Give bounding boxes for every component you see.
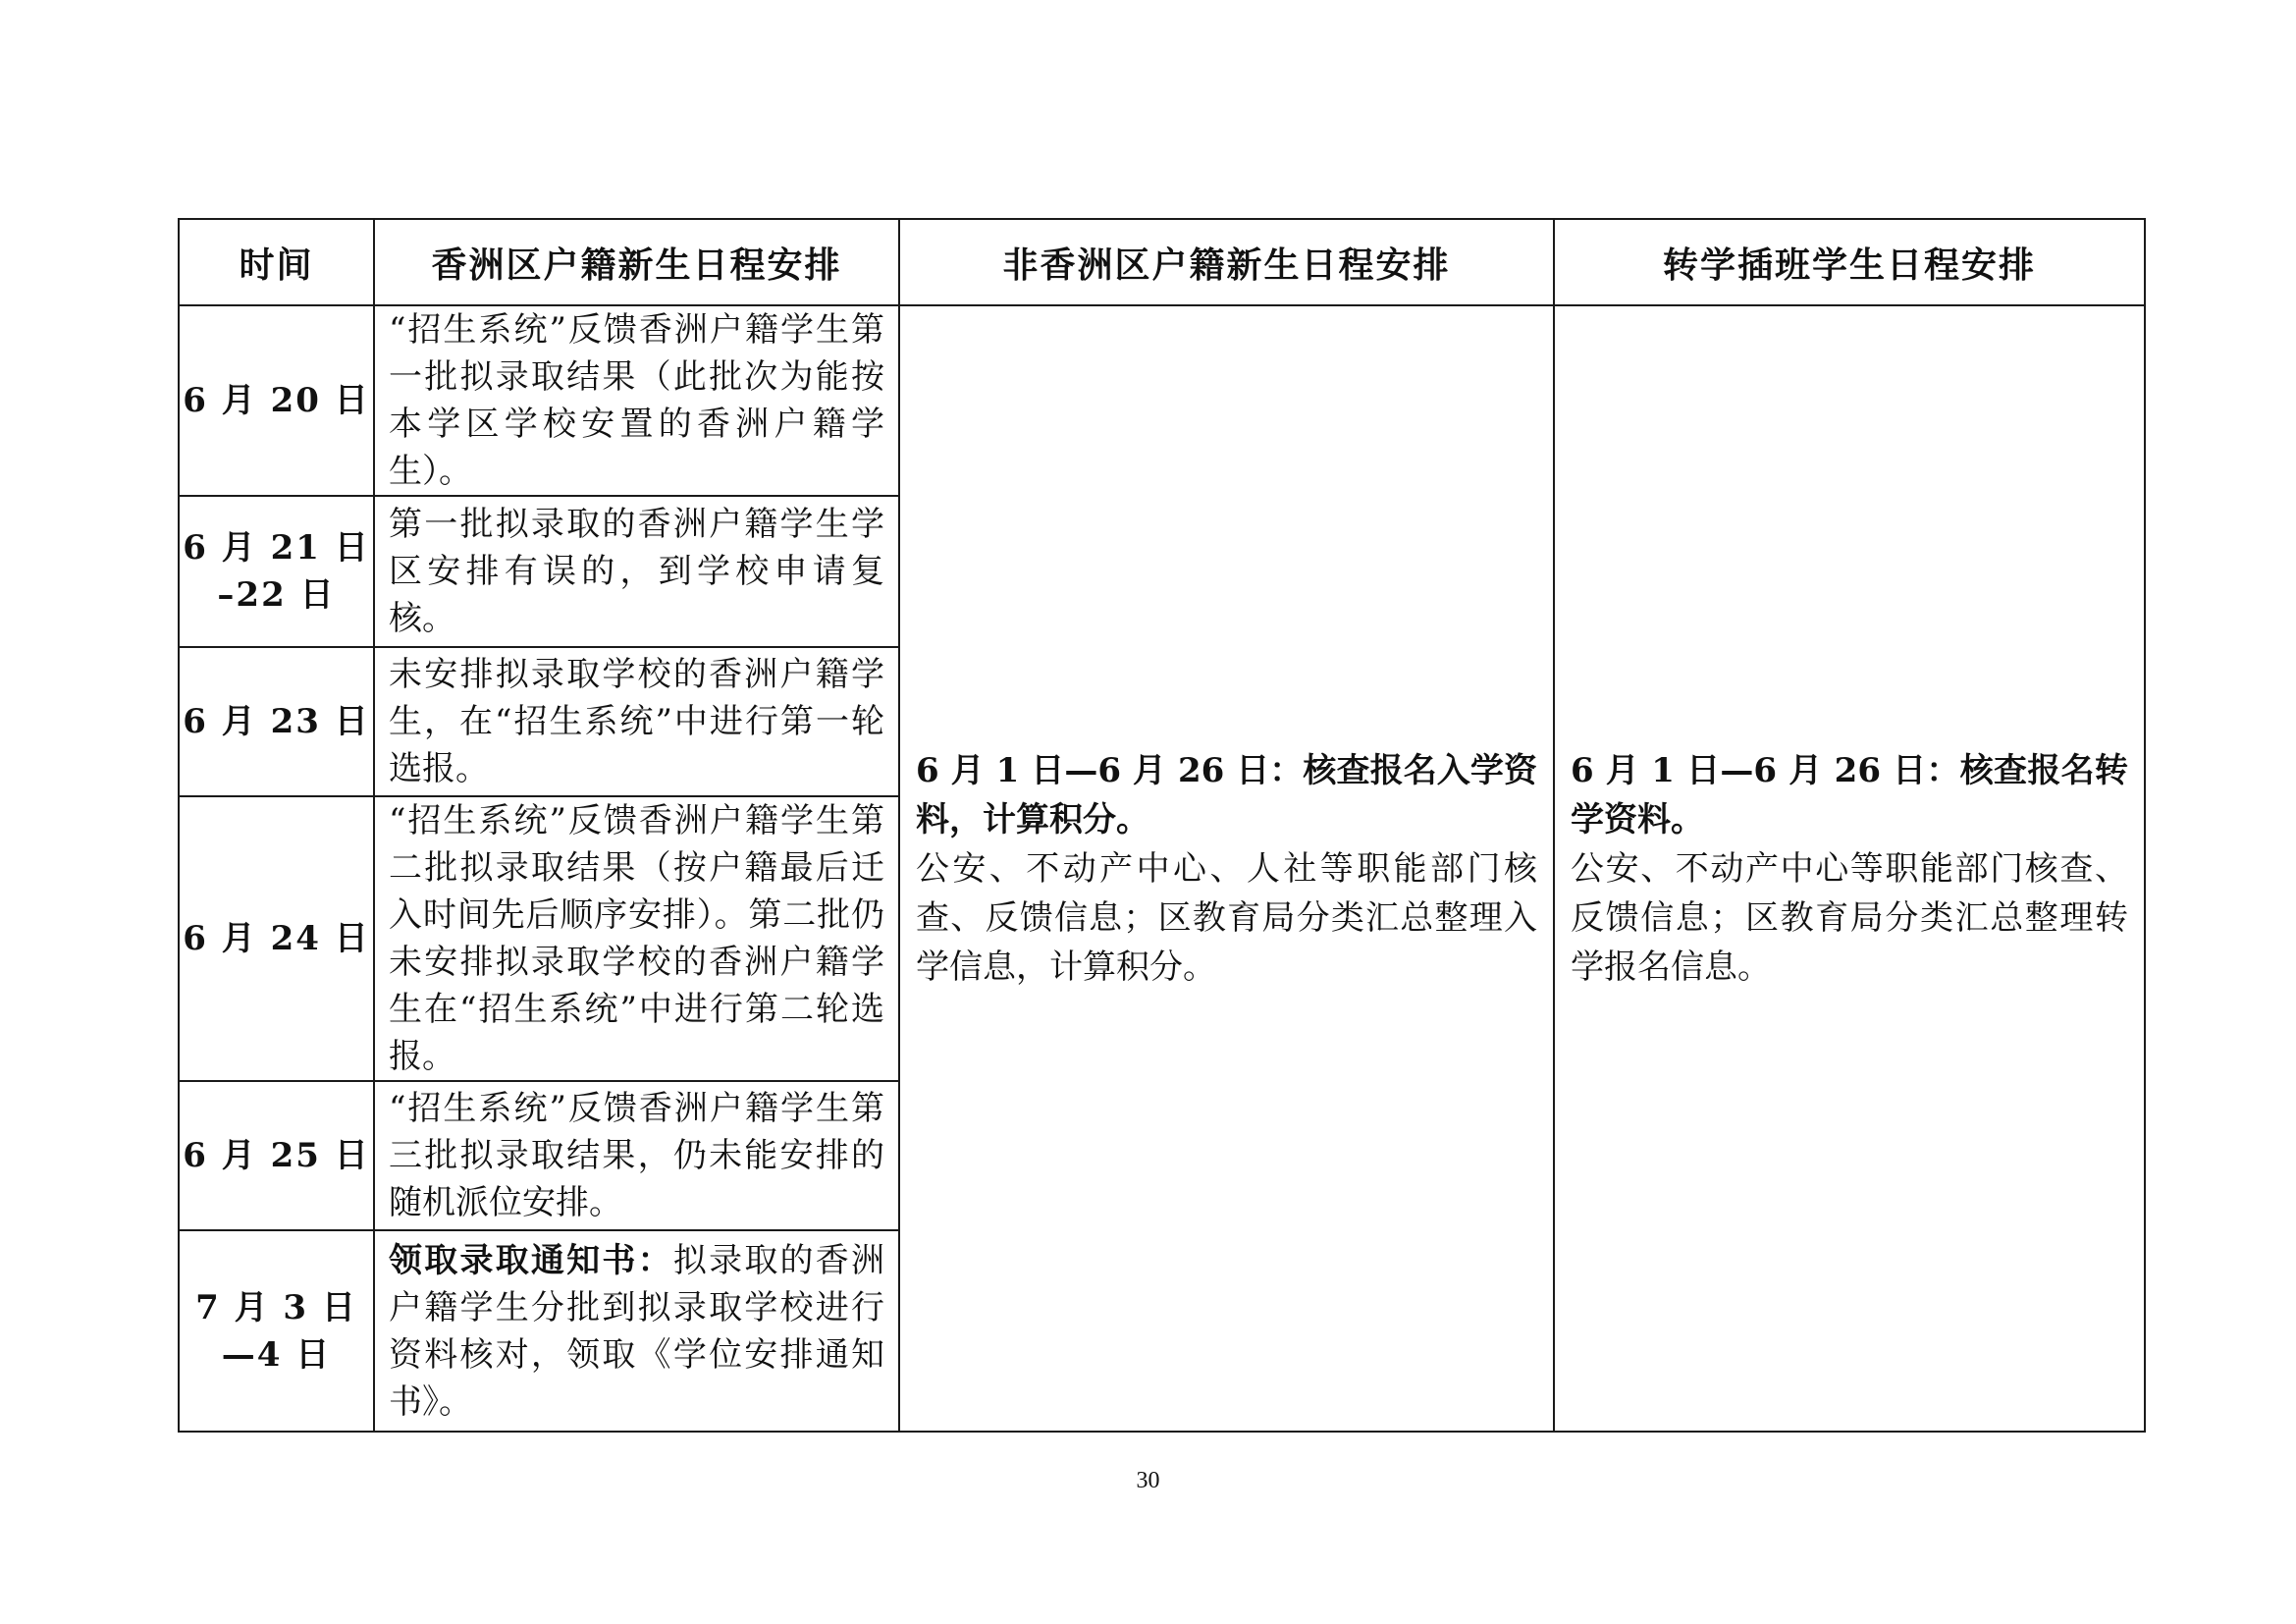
date-cell [179, 1081, 374, 1230]
transfer-schedule-heading: 6 月 1 日—6 月 26 日：核查报名转学资料。 [1571, 750, 2128, 839]
date-line: 7 月 3 日 [195, 1287, 357, 1327]
header-time: 时间 [179, 219, 374, 305]
page-number: 30 [1136, 1468, 1160, 1493]
local-schedule-cell: “招生系统”反馈香洲户籍学生第一批拟录取结果（此批次为能按本学区学校安置的香洲户籍学生）。 [374, 305, 899, 496]
nonlocal-schedule-heading: 6 月 1 日—6 月 26 日：核查报名入学资料，计算积分。 [916, 750, 1537, 839]
date-cell [179, 305, 374, 496]
date-line: –22 日 [217, 575, 336, 615]
local-schedule-cell: “招生系统”反馈香洲户籍学生第三批拟录取结果，仍未能安排的随机派位安排。 [374, 1081, 899, 1230]
date-cell [179, 796, 374, 1081]
transfer-schedule-cell [1554, 305, 2145, 1432]
local-schedule-cell [374, 1230, 899, 1432]
header-nonlocal-students: 非香洲区户籍新生日程安排 [899, 219, 1554, 305]
date-cell [179, 1230, 374, 1432]
date-line: 6 月 21 日 [183, 528, 370, 568]
local-schedule-cell: 未安排拟录取学校的香洲户籍学生，在“招生系统”中进行第一轮选报。 [374, 647, 899, 796]
date-line: 6 月 25 日 [183, 1136, 370, 1175]
local-schedule-cell: “招生系统”反馈香洲户籍学生第二批拟录取结果（按户籍最后迁入时间先后顺序安排）。第二批仍未安排拟录取学校的香洲户籍学生在“招生系统”中进行第二轮选报。 [374, 796, 899, 1081]
date-cell [179, 647, 374, 796]
nonlocal-schedule-cell [899, 305, 1554, 1432]
table-row [179, 305, 2145, 496]
date-line: 6 月 20 日 [183, 381, 370, 420]
date-line: 6 月 23 日 [183, 702, 370, 741]
header-transfer-students: 转学插班学生日程安排 [1554, 219, 2145, 305]
notice-lead: 领取录取通知书： [389, 1240, 673, 1280]
header-row [179, 219, 2145, 305]
schedule-table [178, 218, 2146, 1433]
date-line: 6 月 24 日 [183, 919, 370, 958]
notice-text: 拟录取的香洲户籍学生分批到拟录取学校进行资料核对，领取《学位安排通知书》。 [389, 1240, 885, 1422]
local-schedule-cell: 第一批拟录取的香洲户籍学生学区安排有误的，到学校申请复核。 [374, 496, 899, 647]
date-line: —4 日 [221, 1334, 332, 1375]
header-local-students: 香洲区户籍新生日程安排 [374, 219, 899, 305]
date-cell [179, 496, 374, 647]
nonlocal-schedule-text: 公安、不动产中心、人社等职能部门核查、反馈信息；区教育局分类汇总整理入学信息，计算积分。 [916, 848, 1537, 987]
transfer-schedule-text: 公安、不动产中心等职能部门核查、反馈信息；区教育局分类汇总整理转学报名信息。 [1571, 848, 2128, 987]
